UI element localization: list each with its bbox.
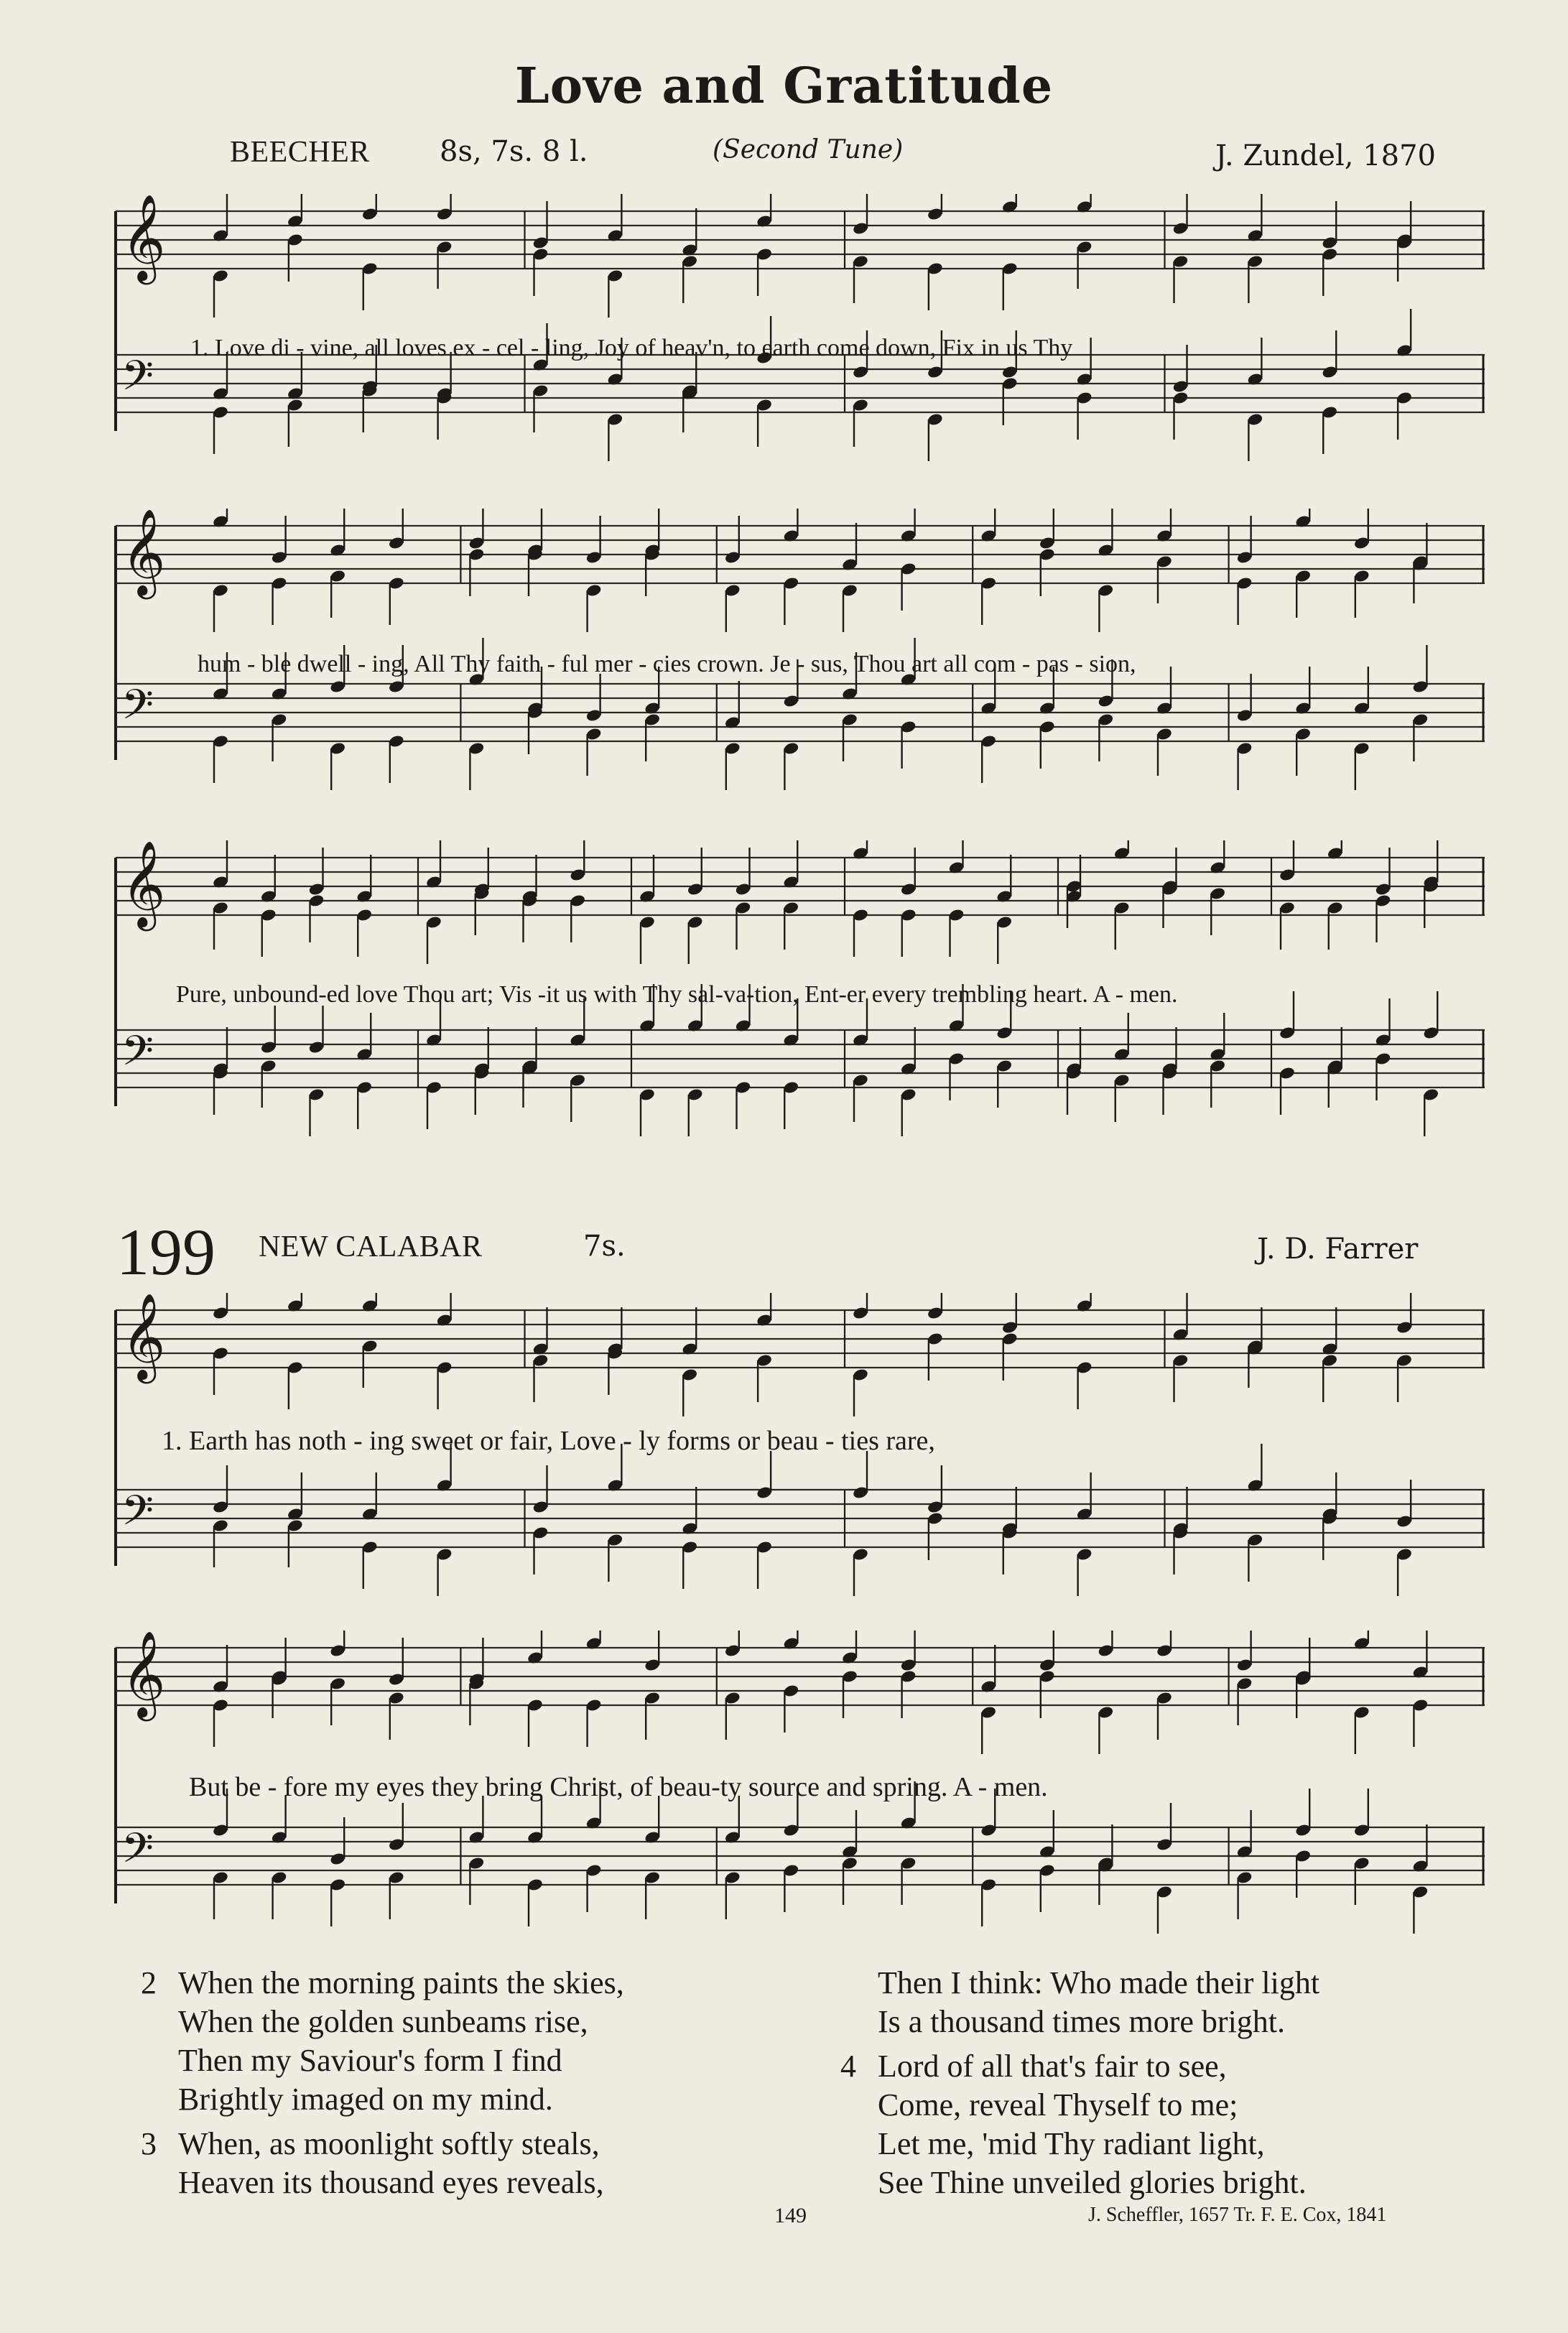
staff	[116, 1781, 1485, 1934]
treble-clef-icon: 𝄞	[121, 840, 166, 927]
beecher-system-1	[111, 194, 1490, 481]
staff	[116, 1631, 1485, 1754]
verse-number: 3	[141, 2126, 157, 2161]
lyric-line: But be - fore my eyes they bring Christ, of beau-ty source and spring. A - men.	[189, 1772, 1048, 1802]
beecher-tune-name: BEECHER	[230, 136, 370, 169]
beecher-system-3	[111, 840, 1490, 1156]
verse-line: When the golden sunbeams rise,	[178, 2004, 588, 2039]
lyric-line: 1. Love di - vine, all loves ex - cel - ling, Joy of heav'n, to earth come down, Fix in us Thy	[190, 335, 1073, 361]
bass-clef-icon: 𝄢	[121, 680, 154, 739]
new-calabar-composer: J. D. Farrer	[1257, 1233, 1419, 1266]
hymn-number: 199	[116, 1215, 215, 1289]
verse-number: 4	[840, 2049, 856, 2084]
verse-line: Then I think: Who made their light	[878, 1965, 1320, 2000]
beecher-system-2	[111, 509, 1490, 810]
verse-line: Lord of all that's fair to see,	[878, 2049, 1227, 2084]
bass-clef-icon: 𝄢	[121, 1026, 154, 1085]
bass-clef-icon: 𝄢	[121, 351, 154, 410]
beecher-second-tune: (Second Tune)	[713, 135, 904, 164]
verse	[840, 2047, 1319, 2202]
verse	[840, 1964, 1319, 2041]
staff	[116, 509, 1485, 632]
staff	[116, 1444, 1485, 1596]
verse-line: Come, reveal Thyself to me;	[878, 2087, 1238, 2123]
new-calabar-meter: 7s.	[583, 1230, 626, 1263]
verse	[141, 2125, 624, 2202]
treble-clef-icon: 𝄞	[121, 194, 166, 281]
verse-line: When the morning paints the skies,	[178, 1965, 624, 2000]
staff	[116, 309, 1485, 461]
new-calabar-system-1	[111, 1293, 1490, 1616]
treble-clef-icon: 𝄞	[121, 1631, 166, 1717]
verse-line: Brightly imaged on my mind.	[178, 2082, 553, 2117]
translation-credit: J. Scheffler, 1657 Tr. F. E. Cox, 1841	[1088, 2204, 1387, 2226]
verse-line: Is a thousand times more bright.	[878, 2004, 1286, 2039]
beecher-composer: J. Zundel, 1870	[1215, 139, 1436, 172]
verse	[141, 1964, 624, 2119]
verse-line: Then my Saviour's form I find	[178, 2043, 562, 2078]
verses-right	[840, 1964, 1319, 2208]
verse-number: 2	[141, 1965, 157, 2000]
new-calabar-system-2	[111, 1631, 1490, 1954]
verse-line: Heaven its thousand eyes reveals,	[178, 2165, 604, 2200]
bass-clef-icon: 𝄢	[121, 1486, 154, 1545]
lyric-line: hum - ble dwell - ing, All Thy faith - ful mer - cies crown. Je - sus, Thou art all com - pas - sion,	[198, 651, 1136, 677]
treble-clef-icon: 𝄞	[121, 509, 166, 595]
beecher-meter: 8s, 7s. 8 l.	[440, 135, 588, 168]
page-title: Love and Gratitude	[514, 57, 1054, 115]
verse-line: See Thine unveiled glories bright.	[878, 2165, 1307, 2200]
verse-line: Let me, 'mid Thy radiant light,	[878, 2126, 1265, 2161]
verses-left	[141, 1964, 624, 2208]
new-calabar-tune-name: NEW CALABAR	[259, 1230, 483, 1263]
bass-clef-icon: 𝄢	[121, 1824, 154, 1883]
treble-clef-icon: 𝄞	[121, 1293, 166, 1380]
lyric-line: 1. Earth has noth - ing sweet or fair, Love - ly forms or beau - ties rare,	[162, 1426, 935, 1456]
verse-line: When, as moonlight softly steals,	[178, 2126, 600, 2161]
staff	[116, 1293, 1485, 1416]
staff	[116, 194, 1485, 317]
staff	[116, 840, 1485, 964]
page-number: 149	[774, 2204, 807, 2227]
lyric-line: Pure, unbound-ed love Thou art; Vis -it us with Thy sal-va-tion, Ent-er every trembling heart. A - men.	[176, 981, 1178, 1008]
